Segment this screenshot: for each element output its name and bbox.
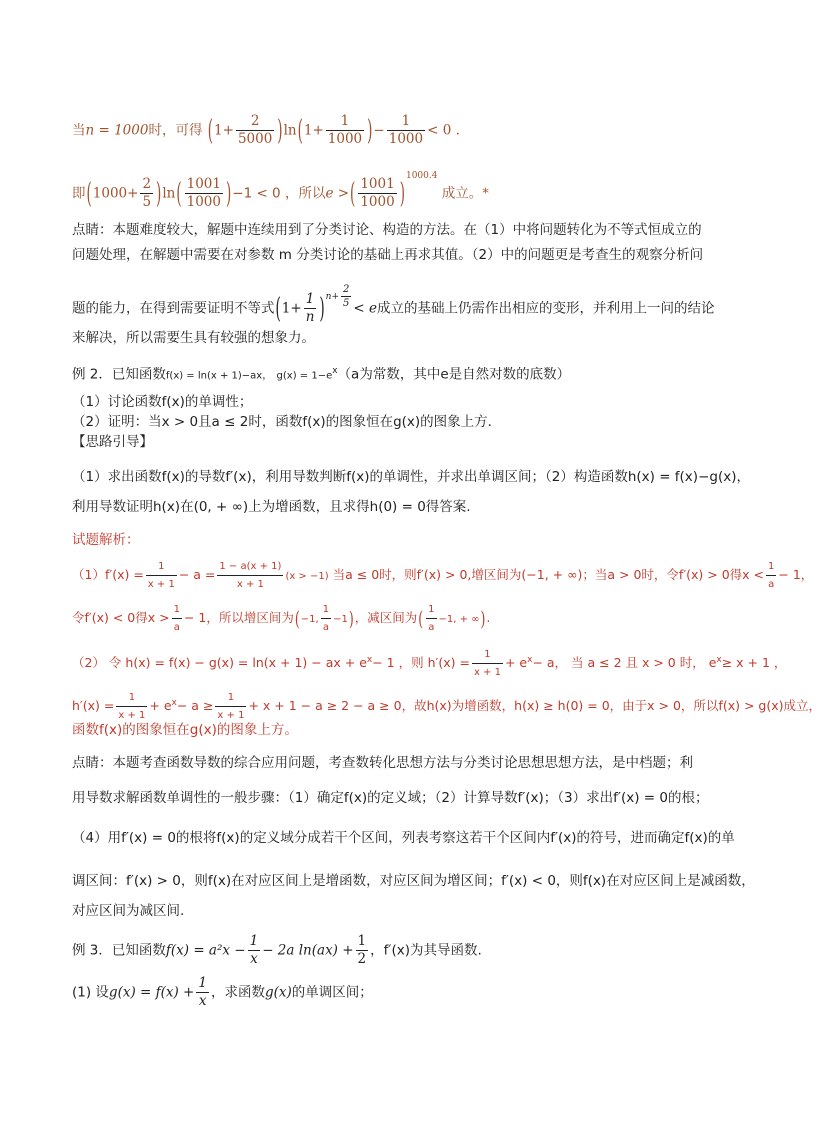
num: 1 xyxy=(357,933,367,949)
math: −1 xyxy=(333,614,348,625)
exponent: x xyxy=(366,654,373,665)
solution-line-2 xyxy=(72,601,490,636)
text: − 1，所以增区间为 xyxy=(183,610,294,625)
den: 1000 xyxy=(186,194,221,210)
ex2-q2: （2）证明：当x > 0且a ≤ 2时，函数f(x)的图象恒在g(x)的图象上方． xyxy=(72,414,502,430)
fraction xyxy=(146,558,177,593)
num: 2 xyxy=(236,113,274,131)
text: 成立。* xyxy=(441,185,490,202)
text: 当 xyxy=(72,122,86,139)
fraction xyxy=(387,113,425,148)
fraction xyxy=(215,689,246,724)
num: 1001 xyxy=(186,176,221,192)
den: a xyxy=(768,579,775,590)
paren: ) xyxy=(156,176,162,211)
math: (x > −1) xyxy=(285,571,329,582)
text: − a， 当 a ≤ 2 且 x > 0 时， e xyxy=(532,655,717,670)
paren: ( xyxy=(86,176,92,211)
math: + e xyxy=(149,698,172,713)
line-n-1000 xyxy=(72,113,460,148)
den: x + 1 xyxy=(118,710,146,721)
fraction xyxy=(426,601,436,636)
paren: ) xyxy=(367,113,373,148)
note-line-4: 来解决，所以需要生具有较强的想象力。 xyxy=(72,330,315,346)
math: （2） 令 h(x) = f(x) − g(x) = ln(x + 1) − ax + e xyxy=(72,655,367,670)
math: − a = xyxy=(178,567,216,582)
exponent: x xyxy=(332,366,338,376)
math: + e xyxy=(504,655,528,670)
fraction xyxy=(140,176,153,211)
num: 1 xyxy=(326,113,364,131)
text: (1) 设 xyxy=(72,984,109,1001)
fraction xyxy=(304,291,317,326)
exponent: 1000.4 xyxy=(405,171,438,181)
paren: ) xyxy=(348,605,354,630)
num: 1 xyxy=(215,689,246,707)
num: 2 xyxy=(142,176,152,192)
note2-line-4: 调区间：f′(x) > 0，则f(x)在对应区间上是增函数，对应区间为增区间；f′(x) < 0，则f(x)在对应区间上是减函数， xyxy=(72,873,755,889)
den: a xyxy=(173,622,180,633)
math: h′(x) = xyxy=(72,698,115,713)
text: 即 xyxy=(72,185,86,202)
num: 2 xyxy=(343,283,350,295)
math: e > xyxy=(325,185,350,202)
fraction xyxy=(248,933,261,968)
den: a xyxy=(322,622,329,633)
paren: ) xyxy=(319,291,325,326)
paren: ( xyxy=(294,605,300,630)
solution-line-3 xyxy=(72,646,786,681)
text: 令f′(x) < 0得x > xyxy=(72,610,170,625)
fraction xyxy=(172,601,182,636)
math: n = 1000 xyxy=(85,122,149,139)
ex2-title xyxy=(72,361,570,387)
math: < 0 . xyxy=(427,122,460,139)
text: ，f′(x)为其导函数. xyxy=(370,942,482,959)
num: 1 xyxy=(304,291,317,309)
text: 时，可得 xyxy=(148,122,203,139)
num: 1 xyxy=(387,113,425,131)
text: 成立的基础上仍需作出相应的变形，并利用上一问的结论 xyxy=(376,300,715,317)
math: 1+ xyxy=(281,300,302,317)
math: ln xyxy=(162,185,176,202)
fraction xyxy=(321,601,331,636)
text: ，减区间为 xyxy=(354,610,418,625)
math: f(x) = a²x − xyxy=(165,942,246,959)
paren: ( xyxy=(297,113,303,148)
num: 1 xyxy=(249,933,259,949)
note2-line-5: 对应区间为减区间. xyxy=(72,903,185,919)
paren: ( xyxy=(207,113,214,148)
fraction xyxy=(326,113,364,148)
math: 1000+ xyxy=(92,185,139,202)
den: x + 1 xyxy=(217,710,245,721)
guide-title: 【思路引导】 xyxy=(72,434,153,450)
num: 1 xyxy=(172,601,182,619)
note-line-3 xyxy=(72,283,715,326)
den: 5000 xyxy=(237,131,273,147)
fraction xyxy=(116,689,147,724)
math: g(x) xyxy=(264,984,292,1001)
den: a xyxy=(428,622,435,633)
ex2-q1: （1）讨论函数f(x)的单调性； xyxy=(72,394,253,410)
math: −1, + ∞ xyxy=(438,614,480,625)
num: 1 xyxy=(472,646,503,664)
solution-line-1 xyxy=(72,558,813,593)
den: x + 1 xyxy=(236,579,264,590)
den: x xyxy=(198,993,207,1009)
den: x + 1 xyxy=(147,579,175,590)
text: + x + 1 − a ≥ 2 − a ≥ 0，故h(x)为增函数，h(x) ≥ h(0) = 0，由于x > 0，所以f(x) > g(x)成立， xyxy=(248,698,821,713)
note2-line-2: 用导数求解函数单调性的一般步骤：（1）确定f(x)的定义域；（2）计算导数f′(x)；（3）求出f′(x) = 0的根； xyxy=(72,790,709,806)
text: 例 3．已知函数 xyxy=(72,942,166,959)
math: （1）f′(x) = xyxy=(72,567,144,582)
line-ji xyxy=(72,171,490,211)
fraction xyxy=(196,975,209,1010)
note-line-2: 问题处理，在解题中需要在对参数 m 分类讨论的基础上再求其值。（2）中的问题更是考查生的观察分析问 xyxy=(72,247,704,263)
text: 当a ≤ 0时，则f′(x) > 0,增区间为(−1, + ∞)；当a > 0时，令f′(x) > 0得x < xyxy=(332,567,765,582)
den: n xyxy=(305,309,315,325)
fraction xyxy=(185,176,223,211)
num: 1 xyxy=(426,601,436,619)
note-line-1: 点睛：本题难度较大，解题中连续用到了分类讨论、构造的方法。在（1）中将问题转化为不等式恒成立的 xyxy=(72,222,702,238)
num: 1001 xyxy=(360,176,395,192)
math: < e xyxy=(353,300,377,317)
den: 2 xyxy=(357,951,367,967)
fraction xyxy=(472,646,503,681)
num: 1 xyxy=(198,975,207,991)
text: −1 < 0 ，所以 xyxy=(232,185,326,202)
solution-title: 试题解析： xyxy=(72,532,140,548)
text: 题的能力，在得到需要证明不等式 xyxy=(72,300,275,317)
math: − 1， xyxy=(778,567,814,582)
paren: ( xyxy=(275,291,281,326)
math: g(x) = 1−e xyxy=(276,370,333,382)
num: 1 − a(x + 1) xyxy=(217,558,283,576)
den: 1000 xyxy=(360,194,395,210)
solution-line-5: 函数f(x)的图象恒在g(x)的图象上方。 xyxy=(72,722,298,738)
ex3-q1 xyxy=(72,975,373,1010)
den: 5 xyxy=(343,297,350,309)
fraction xyxy=(217,558,283,593)
paren: ) xyxy=(399,176,405,211)
text: （a为常数，其中e是自然对数的底数） xyxy=(337,366,571,383)
math: f(x) = ln(x + 1)−ax， xyxy=(165,370,273,382)
num: 1 xyxy=(116,689,147,707)
exponent: x xyxy=(716,654,722,665)
math: 1+ xyxy=(214,122,234,139)
fraction xyxy=(236,113,274,148)
num: 1 xyxy=(766,558,776,576)
note2-line-3: （4）用f′(x) = 0的根将f(x)的定义域分成若干个区间，列表考察这若干个区间内f′(x)的符号，进而确定f(x)的单 xyxy=(72,830,735,846)
fraction xyxy=(356,933,369,968)
exp-n: n+ xyxy=(325,291,340,302)
text: . xyxy=(486,610,491,625)
text: 的单调区间； xyxy=(291,984,373,1001)
paren: ) xyxy=(277,113,283,148)
math: − 1 ，则 h′(x) = xyxy=(372,655,470,670)
paren: ( xyxy=(418,605,424,630)
text: ，求函数 xyxy=(210,984,265,1001)
math: −1, xyxy=(300,614,319,625)
fraction xyxy=(766,558,776,593)
math: ≥ x + 1 ， xyxy=(721,655,787,670)
num: 1 xyxy=(146,558,177,576)
exponent: x xyxy=(527,654,533,665)
math: − 2a ln(ax) + xyxy=(262,942,354,959)
den: x + 1 xyxy=(473,667,501,678)
paren: ( xyxy=(176,176,182,211)
math: ln xyxy=(283,122,297,139)
paren: ) xyxy=(225,176,232,211)
fraction xyxy=(341,283,351,310)
ex3-title xyxy=(72,933,482,968)
exponent xyxy=(325,283,354,309)
solution-line-4 xyxy=(72,689,821,724)
math: − xyxy=(373,122,385,139)
paren: ) xyxy=(480,605,486,630)
den: 1000 xyxy=(388,131,424,147)
text: 例 2．已知函数 xyxy=(72,366,166,383)
den: 5 xyxy=(142,194,152,210)
exponent: x xyxy=(171,697,177,708)
num: 1 xyxy=(321,601,331,619)
guide-line-1: （1）求出函数f(x)的导数f′(x)，利用导数判断f(x)的单调性，并求出单调区间；（2）构造函数h(x) = f(x)−g(x)， xyxy=(72,469,750,485)
math: − a ≥ xyxy=(176,698,214,713)
den: x xyxy=(250,951,258,967)
paren: ( xyxy=(350,176,356,211)
math: g(x) = f(x) + xyxy=(108,984,195,1001)
guide-line-2: 利用导数证明h(x)在(0, + ∞)上为增函数，且求得h(0) = 0得答案. xyxy=(72,499,471,515)
den: 1000 xyxy=(327,131,363,147)
note2-line-1: 点睛：本题考查函数导数的综合应用问题，考查数转化思想方法与分类讨论思想思想方法，是中档题；利 xyxy=(72,755,693,771)
fraction xyxy=(358,176,396,211)
math: 1+ xyxy=(303,122,324,139)
